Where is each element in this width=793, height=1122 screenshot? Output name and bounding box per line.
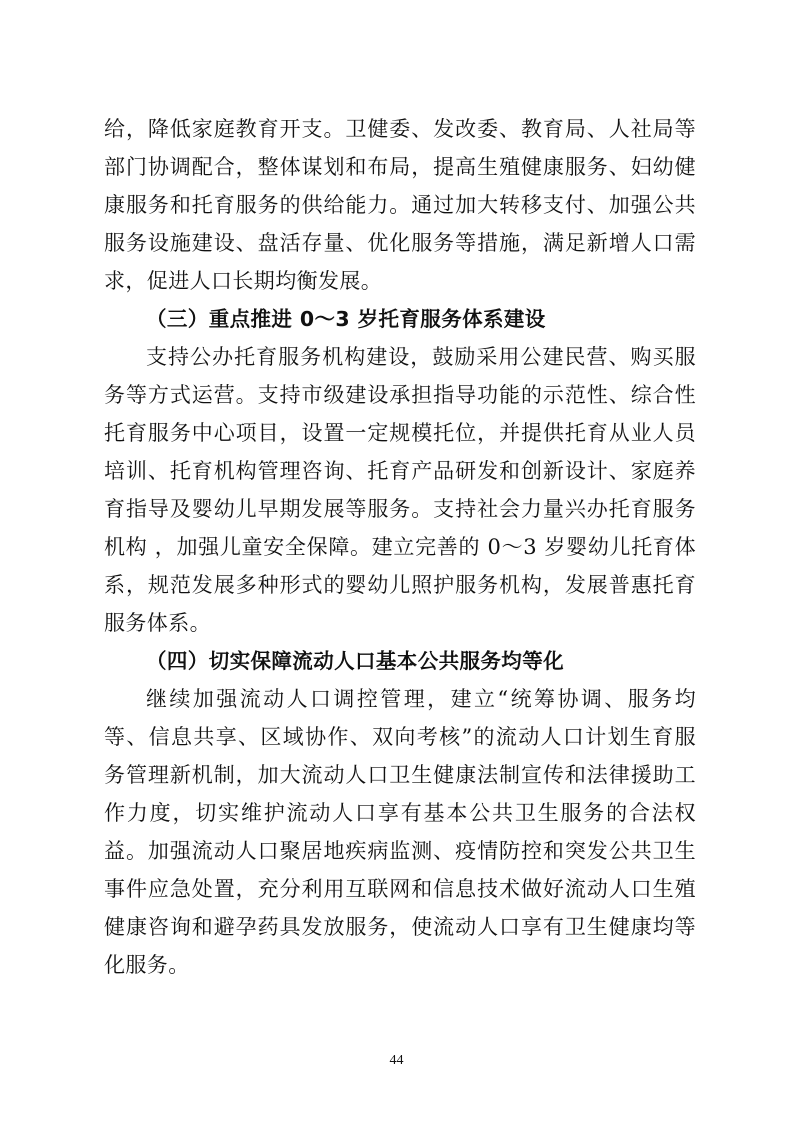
text-line: 务管理新机制，加大流动人口卫生健康法制宣传和法律援助工 — [104, 763, 696, 787]
paragraph — [104, 680, 696, 984]
section-heading: （四）切实保障流动人口基本公共服务均等化 — [146, 649, 564, 673]
text-line: 健康咨询和避孕药具发放服务，使流动人口享有卫生健康均等 — [104, 915, 696, 939]
text-line: 务等方式运营。支持市级建设承担指导功能的示范性、综合性 — [104, 383, 696, 407]
text-line: 益。加强流动人口聚居地疾病监测、疫情防控和突发公共卫生 — [104, 839, 696, 863]
text-line: 求，促进人口长期均衡发展。 — [104, 269, 383, 293]
text-line: 等、信息共享、区域协作、双向考核”的流动人口计划生育服 — [104, 725, 696, 749]
body-text — [104, 110, 696, 984]
text-line: 托育服务中心项目，设置一定规模托位，并提供托育从业人员 — [104, 421, 696, 445]
text-line: 继续加强流动人口调控管理，建立“统筹协调、服务均 — [146, 687, 696, 711]
section-heading: （三）重点推进 0～3 岁托育服务体系建设 — [146, 307, 546, 331]
text-line: 育指导及婴幼儿早期发展等服务。支持社会力量兴办托育服务 — [104, 497, 696, 521]
text-line: 化服务。 — [104, 953, 190, 977]
text-line: 支持公办托育服务机构建设，鼓励采用公建民营、购买服 — [146, 345, 696, 369]
text-line: 部门协调配合，整体谋划和布局，提高生殖健康服务、妇幼健 — [104, 155, 696, 179]
text-line: 系，规范发展多种形式的婴幼儿照护服务机构，发展普惠托育 — [104, 573, 696, 597]
text-line: 培训、托育机构管理咨询、托育产品研发和创新设计、家庭养 — [104, 459, 696, 483]
text-line: 作力度，切实维护流动人口享有基本公共卫生服务的合法权 — [104, 801, 696, 825]
paragraph — [104, 110, 696, 300]
text-line: 给，降低家庭教育开支。卫健委、发改委、教育局、人社局等 — [104, 117, 696, 141]
text-line: 事件应急处置，充分利用互联网和信息技术做好流动人口生殖 — [104, 877, 696, 901]
text-line: 服务设施建设、盘活存量、优化服务等措施，满足新增人口需 — [104, 231, 696, 255]
paragraph — [104, 338, 696, 642]
page-number: 44 — [389, 1053, 404, 1068]
text-line: 服务体系。 — [104, 611, 211, 635]
text-line: 康服务和托育服务的供给能力。通过加大转移支付、加强公共 — [104, 193, 696, 217]
text-line: 机构 ，加强儿童安全保障。建立完善的 0～3 岁婴幼儿托育体 — [104, 535, 696, 559]
